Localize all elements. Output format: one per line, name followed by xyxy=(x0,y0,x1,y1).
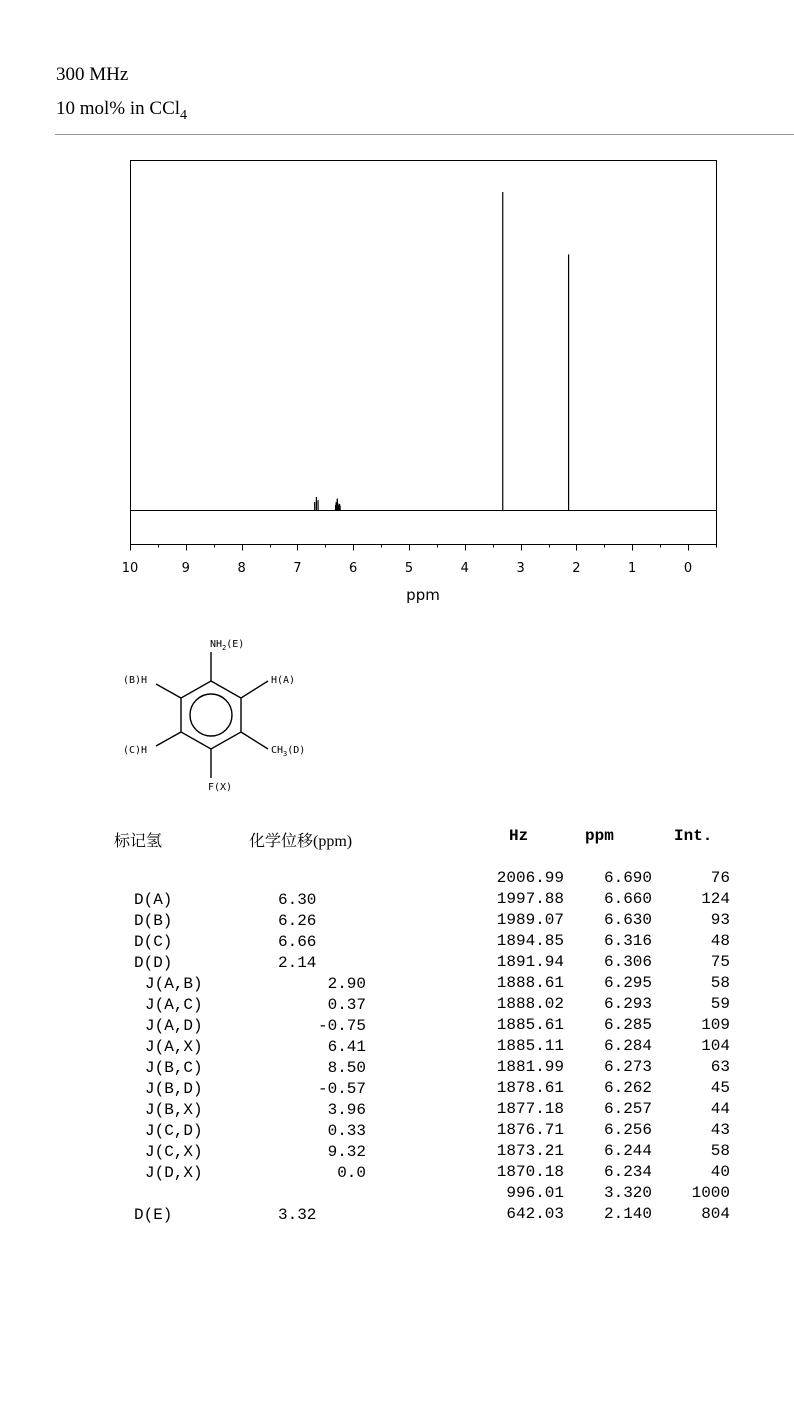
peak-intensity: 124 xyxy=(701,890,730,908)
assignment-value: 3.96 xyxy=(327,1101,366,1119)
peak-intensity: 45 xyxy=(710,1079,730,1097)
atom-label-hb: (B)H xyxy=(123,675,148,686)
peak-intensity: 44 xyxy=(710,1100,730,1118)
assignment-label: J(C,D) xyxy=(145,1122,203,1140)
atom-label-f: F(X) xyxy=(208,782,233,793)
peak-intensity: 43 xyxy=(710,1121,730,1139)
atom-label-ha: H(A) xyxy=(271,675,296,686)
peak-ppm: 6.244 xyxy=(603,1142,652,1160)
nmr-spectrum-chart xyxy=(0,0,794,620)
peak-ppm: 6.306 xyxy=(603,953,652,971)
peak-intensity: 93 xyxy=(710,911,730,929)
peak-ppm: 6.285 xyxy=(603,1016,652,1034)
peak-hz: 1876.71 xyxy=(496,1121,564,1139)
peak-intensity: 76 xyxy=(710,869,730,887)
x-tick-label: 1 xyxy=(628,561,637,576)
assignment-value: 8.50 xyxy=(327,1059,366,1077)
peak-hz: 1888.61 xyxy=(496,974,564,992)
label-column-header: 标记氢 xyxy=(114,833,163,850)
hz-column-header: Hz xyxy=(509,827,529,845)
peak-intensity: 75 xyxy=(710,953,730,971)
x-tick-label: 6 xyxy=(349,561,358,576)
plot-frame xyxy=(131,161,717,545)
peak-hz: 1989.07 xyxy=(496,911,564,929)
assignment-label: J(A,X) xyxy=(145,1038,203,1056)
assignment-value: 0.37 xyxy=(327,996,366,1014)
peak-intensity: 58 xyxy=(710,1142,730,1160)
peak-intensity: 104 xyxy=(701,1037,730,1055)
peak-ppm: 6.660 xyxy=(603,890,652,908)
atom-label-hc: (C)H xyxy=(123,745,148,756)
peak-hz: 1877.18 xyxy=(496,1100,564,1118)
assignment-value: 6.66 xyxy=(278,933,317,951)
assignment-label: J(B,D) xyxy=(145,1080,203,1098)
assignment-value: -0.57 xyxy=(317,1080,366,1098)
peak-ppm: 6.273 xyxy=(603,1058,652,1076)
peak-hz: 1888.02 xyxy=(496,995,564,1013)
peak-ppm: 6.690 xyxy=(603,869,652,887)
x-axis-label: ppm xyxy=(406,586,440,604)
peak-intensity: 1000 xyxy=(691,1184,730,1202)
assignment-value: 2.14 xyxy=(278,954,317,972)
assignment-label: J(A,B) xyxy=(145,975,203,993)
solvent-text: 10 mol% in CCl xyxy=(56,98,181,119)
peak-hz: 1873.21 xyxy=(496,1142,564,1160)
assignment-label: J(A,D) xyxy=(145,1017,203,1035)
assignment-label: D(C) xyxy=(134,933,173,951)
assignment-value: 2.90 xyxy=(327,975,366,993)
peak-ppm: 6.316 xyxy=(603,932,652,950)
peak-hz: 996.01 xyxy=(506,1184,564,1202)
peak-hz: 1885.11 xyxy=(496,1037,564,1055)
peak-ppm: 6.630 xyxy=(603,911,652,929)
ppm-column-header: ppm xyxy=(585,827,614,845)
peak-ppm: 2.140 xyxy=(603,1205,652,1223)
x-tick-label: 5 xyxy=(404,561,414,576)
assignment-value: -0.75 xyxy=(317,1017,366,1035)
assignment-label: D(E) xyxy=(134,1206,173,1224)
int-column-header: Int. xyxy=(674,827,713,845)
peaks-layer xyxy=(315,192,569,510)
atom-label-ch3: $CH_3(D)$ xyxy=(271,745,306,758)
assignment-label: D(D) xyxy=(134,954,173,972)
molecule-structure xyxy=(100,630,340,800)
peak-ppm: 6.234 xyxy=(603,1163,652,1181)
assignment-label: J(C,X) xyxy=(145,1143,203,1161)
bond-ha xyxy=(241,681,268,698)
peak-intensity: 58 xyxy=(710,974,730,992)
assignment-value: 9.32 xyxy=(327,1143,366,1161)
x-tick-label: 4 xyxy=(460,561,469,576)
peak-ppm: 6.293 xyxy=(603,995,652,1013)
peak-ppm: 6.295 xyxy=(603,974,652,992)
assignment-value: 0.0 xyxy=(337,1164,366,1182)
assignment-label: J(D,X) xyxy=(145,1164,203,1182)
x-tick-label: 7 xyxy=(293,561,302,576)
x-tick-label: 10 xyxy=(121,561,139,576)
assignment-label: J(B,X) xyxy=(145,1101,203,1119)
shift-column-header: 化学位移(ppm) xyxy=(249,833,353,850)
peak-hz: 1885.61 xyxy=(496,1016,564,1034)
aromatic-circle xyxy=(190,694,232,736)
atom-label-nh2: $NH_2(E)$ xyxy=(210,639,245,652)
peak-hz: 2006.99 xyxy=(496,869,564,887)
peak-intensity: 804 xyxy=(701,1205,730,1223)
assignment-value: 6.30 xyxy=(278,891,317,909)
peak-intensity: 48 xyxy=(710,932,730,950)
ticks-layer xyxy=(122,545,717,577)
x-tick-label: 9 xyxy=(181,561,190,576)
peak-hz: 1870.18 xyxy=(496,1163,564,1181)
x-tick-label: 0 xyxy=(683,561,693,576)
x-tick-label: 8 xyxy=(237,561,246,576)
assignment-label: D(A) xyxy=(134,891,173,909)
assignment-value: 6.26 xyxy=(278,912,317,930)
peak-hz: 1997.88 xyxy=(496,890,564,908)
solvent-subscript: 4 xyxy=(180,107,188,123)
peak-hz: 1878.61 xyxy=(496,1079,564,1097)
peak-hz: 1891.94 xyxy=(496,953,564,971)
peak-hz: 1894.85 xyxy=(496,932,564,950)
peak-ppm: 6.256 xyxy=(603,1121,652,1139)
peak-ppm: 6.257 xyxy=(603,1100,652,1118)
x-tick-label: 3 xyxy=(516,561,525,576)
peak-intensity: 59 xyxy=(710,995,730,1013)
assignment-value: 6.41 xyxy=(327,1038,366,1056)
peak-intensity: 40 xyxy=(710,1163,730,1181)
peak-ppm: 6.262 xyxy=(603,1079,652,1097)
bond-hc xyxy=(156,732,181,746)
assignment-value: 3.32 xyxy=(278,1206,317,1224)
bond-ch3 xyxy=(241,732,268,749)
bond-hb xyxy=(156,684,181,698)
spectrometer-frequency: 300 MHz xyxy=(56,64,129,85)
assignment-value: 0.33 xyxy=(327,1122,366,1140)
peak-hz: 1881.99 xyxy=(496,1058,564,1076)
peak-ppm: 3.320 xyxy=(603,1184,652,1202)
peak-intensity: 109 xyxy=(701,1016,730,1034)
peak-ppm: 6.284 xyxy=(603,1037,652,1055)
x-tick-label: 2 xyxy=(572,561,581,576)
peak-hz: 642.03 xyxy=(506,1205,564,1223)
assignment-label: J(B,C) xyxy=(145,1059,203,1077)
assignment-label: J(A,C) xyxy=(145,996,203,1014)
peak-intensity: 63 xyxy=(710,1058,730,1076)
assignment-label: D(B) xyxy=(134,912,173,930)
